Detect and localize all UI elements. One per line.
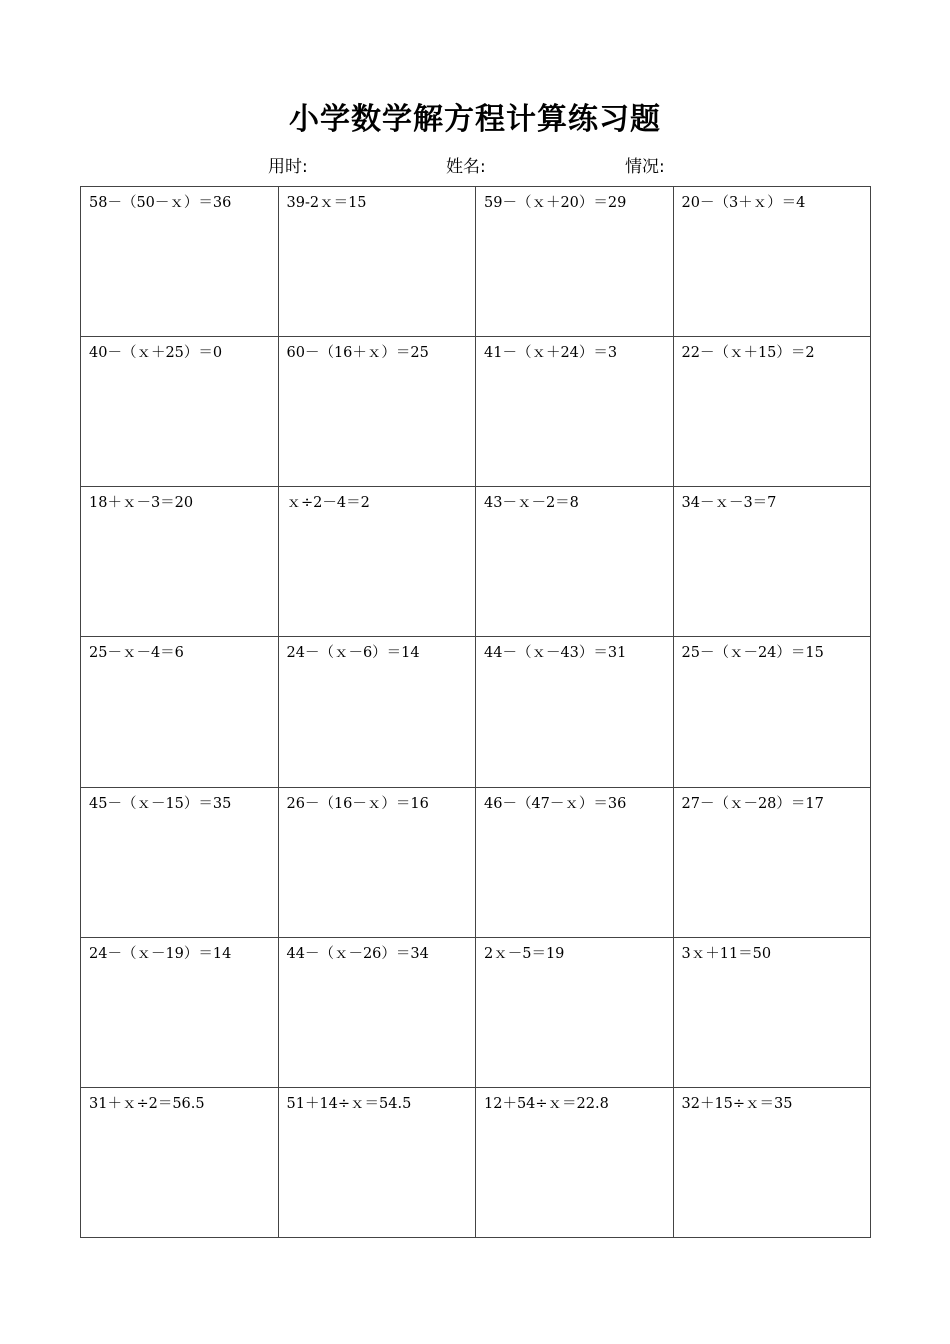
time-label: 用时:: [268, 157, 308, 177]
problem-cell[interactable]: 46－（47－ｘ）＝36: [476, 788, 674, 938]
problem-cell[interactable]: 41－（ｘ＋24）＝3: [476, 337, 674, 487]
problem-cell[interactable]: 20－（3＋ｘ）＝4: [674, 187, 872, 337]
info-row: [0, 152, 950, 176]
problem-cell[interactable]: 24－（ｘ－19）＝14: [81, 938, 279, 1088]
problem-cell[interactable]: 60－（16＋ｘ）＝25: [279, 337, 477, 487]
page-title: 小学数学解方程计算练习题: [289, 102, 661, 137]
problem-cell[interactable]: 51＋14÷ｘ＝54.5: [279, 1088, 477, 1238]
problem-cell[interactable]: 3ｘ＋11＝50: [674, 938, 872, 1088]
problem-cell[interactable]: 32＋15÷ｘ＝35: [674, 1088, 872, 1238]
name-label: 姓名:: [446, 157, 486, 177]
problem-cell[interactable]: 45－（ｘ－15）＝35: [81, 788, 279, 938]
problem-cell[interactable]: 39-2ｘ＝15: [279, 187, 477, 337]
problem-cell[interactable]: 26－（16－ｘ）＝16: [279, 788, 477, 938]
problem-cell[interactable]: 27－（ｘ－28）＝17: [674, 788, 872, 938]
problem-grid: [80, 186, 871, 1238]
problem-cell[interactable]: 40－（ｘ＋25）＝0: [81, 337, 279, 487]
problem-cell[interactable]: 43－ｘ－2＝8: [476, 487, 674, 637]
problem-cell[interactable]: 44－（ｘ－26）＝34: [279, 938, 477, 1088]
status-label: 情况:: [625, 157, 665, 177]
problem-cell[interactable]: 44－（ｘ－43）＝31: [476, 637, 674, 787]
problem-cell[interactable]: 34－ｘ－3＝7: [674, 487, 872, 637]
problem-cell[interactable]: 18＋ｘ－3＝20: [81, 487, 279, 637]
problem-cell[interactable]: 12＋54÷ｘ＝22.8: [476, 1088, 674, 1238]
problem-cell[interactable]: 25－（ｘ－24）＝15: [674, 637, 872, 787]
problem-cell[interactable]: 59－（ｘ＋20）＝29: [476, 187, 674, 337]
problem-cell[interactable]: 25－ｘ－4＝6: [81, 637, 279, 787]
problem-cell[interactable]: 24－（ｘ－6）＝14: [279, 637, 477, 787]
problem-cell[interactable]: 58－（50－ｘ）＝36: [81, 187, 279, 337]
problem-cell[interactable]: 22－（ｘ＋15）＝2: [674, 337, 872, 487]
problem-cell[interactable]: 31＋ｘ÷2＝56.5: [81, 1088, 279, 1238]
problem-cell[interactable]: 2ｘ－5＝19: [476, 938, 674, 1088]
problem-cell[interactable]: ｘ÷2－4＝2: [279, 487, 477, 637]
